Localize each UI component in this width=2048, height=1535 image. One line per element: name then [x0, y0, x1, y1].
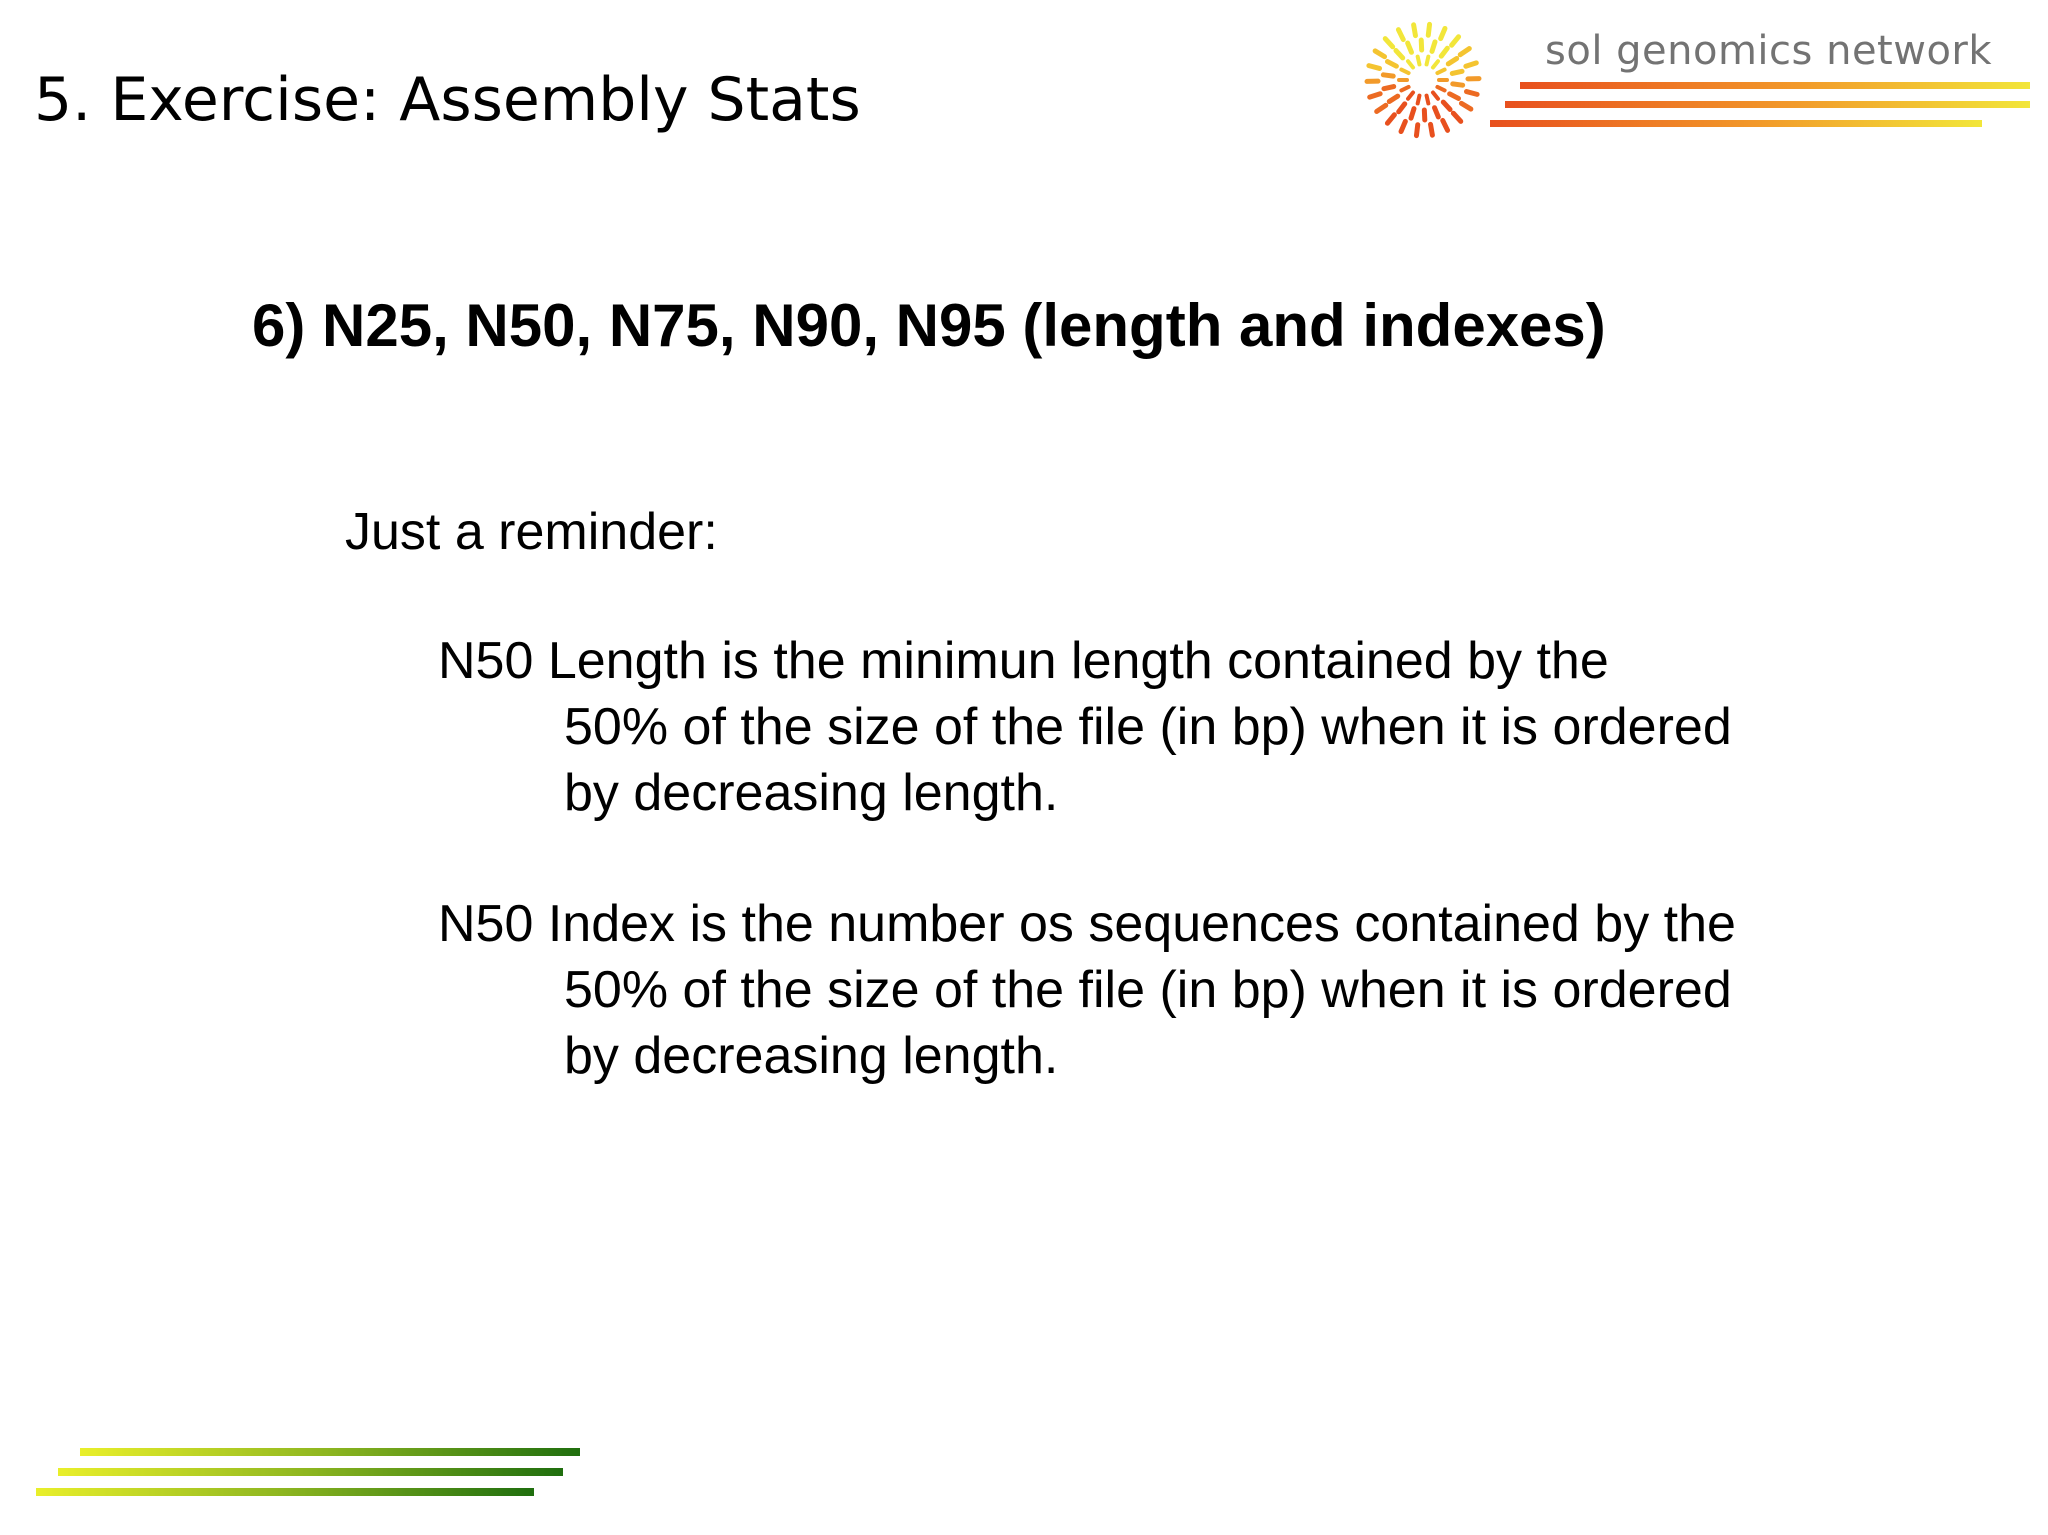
- sun-ray: [1370, 94, 1380, 97]
- sun-ray: [1437, 70, 1444, 73]
- sun-ray: [1427, 57, 1429, 65]
- sun-ray: [1416, 125, 1417, 136]
- sun-ray: [1443, 120, 1448, 130]
- sun-ray: [1450, 94, 1459, 99]
- sun-ray: [1387, 115, 1394, 123]
- sun-ray: [1427, 96, 1429, 104]
- n50-length-definition: [438, 628, 1998, 826]
- sun-ray: [1432, 42, 1435, 52]
- sun-ray: [1388, 62, 1397, 67]
- sun-ray: [1448, 58, 1456, 63]
- reminder-label: Just a reminder:: [345, 503, 718, 561]
- sun-ray: [1401, 87, 1408, 90]
- sun-ray: [1414, 25, 1416, 36]
- sun-logo-icon: [1355, 20, 1490, 142]
- sun-ray: [1441, 48, 1447, 56]
- sun-ray: [1435, 108, 1439, 117]
- sun-ray: [1384, 87, 1394, 89]
- logo-stripes: [1490, 20, 2035, 142]
- sun-ray: [1431, 124, 1433, 135]
- sun-ray: [1453, 113, 1460, 121]
- exercise-heading: 6) N25, N50, N75, N90, N95 (length and indexes): [252, 292, 1606, 359]
- sol-genomics-logo: [1355, 20, 2035, 142]
- sun-ray: [1418, 57, 1420, 65]
- sun-ray: [1383, 75, 1393, 76]
- sun-ray: [1460, 49, 1469, 55]
- definition-line: N50 Index is the number os sequences contained by the: [438, 895, 1736, 953]
- sun-ray: [1441, 28, 1445, 38]
- sun-ray: [1398, 30, 1403, 40]
- sun-ray: [1369, 66, 1380, 69]
- sun-ray: [1408, 43, 1412, 52]
- n50-index-definition: [438, 891, 1998, 1089]
- definition-line: N50 Length is the minimun length contained by the: [438, 632, 1609, 690]
- sun-ray: [1401, 121, 1405, 131]
- sun-ray: [1428, 24, 1429, 35]
- sun-ray: [1418, 96, 1420, 104]
- logo-text: sol genomics network: [1545, 28, 1993, 74]
- sun-ray: [1401, 70, 1408, 73]
- definition-line: by decreasing length.: [564, 1027, 1059, 1085]
- sun-ray: [1433, 61, 1438, 67]
- sun-ray: [1411, 109, 1414, 119]
- sun-ray: [1389, 96, 1397, 101]
- sun-ray: [1385, 39, 1392, 47]
- sun-ray: [1437, 87, 1444, 90]
- sun-ray: [1375, 51, 1384, 57]
- slide-title: 5. Exercise: Assembly Stats: [34, 65, 861, 135]
- sun-ray: [1408, 93, 1413, 99]
- definition-line: by decreasing length.: [564, 764, 1059, 822]
- definition-line: 50% of the size of the file (in bp) when it is ordered: [564, 698, 1732, 756]
- sun-ray: [1452, 37, 1459, 45]
- footer-stripes: [36, 1448, 596, 1504]
- definition-line: 50% of the size of the file (in bp) when it is ordered: [564, 961, 1732, 1019]
- sun-ray: [1377, 105, 1386, 111]
- sun-ray: [1443, 102, 1450, 109]
- sun-ray: [1408, 61, 1413, 67]
- sun-ray: [1452, 71, 1462, 73]
- sun-ray: [1396, 51, 1403, 58]
- sun-ray: [1453, 84, 1463, 85]
- sun-ray: [1399, 104, 1405, 112]
- sun-ray: [1461, 103, 1470, 109]
- sun-ray: [1466, 92, 1477, 95]
- sun-ray: [1433, 93, 1438, 99]
- sun-ray: [1466, 63, 1476, 66]
